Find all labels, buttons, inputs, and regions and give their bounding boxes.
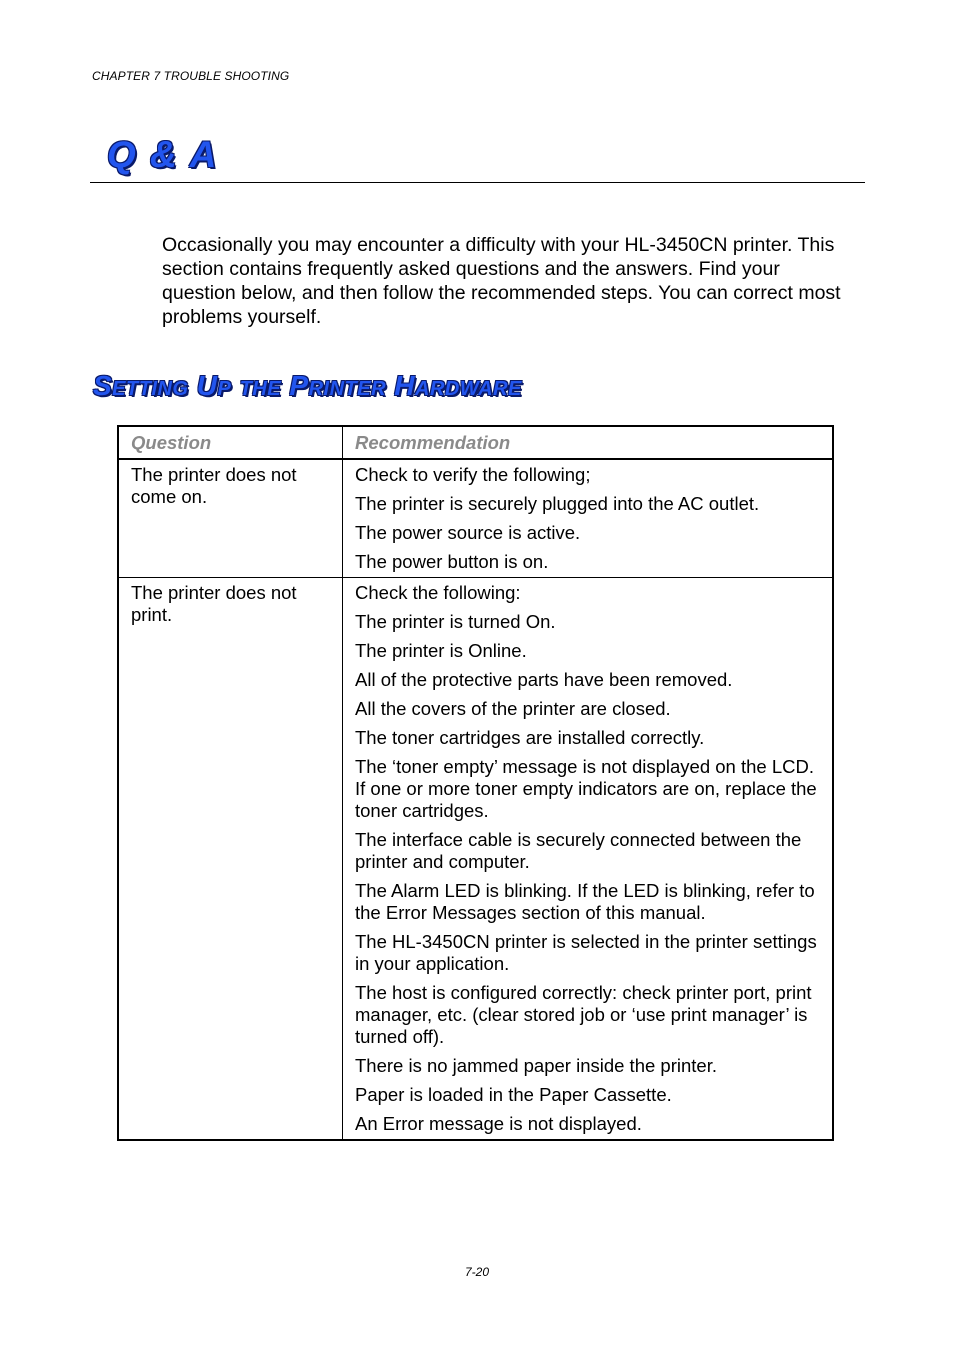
title-divider — [90, 182, 865, 183]
recommendation-item: The ‘toner empty’ message is not displayed on the LCD. If one or more toner empty indicators are on, replace the toner cartridges. — [355, 756, 817, 821]
recommendation-item: The printer is turned On. — [355, 611, 556, 632]
recommendation-item: There is no jammed paper inside the printer. — [355, 1055, 717, 1076]
section-title-text: Setting Up the Printer Hardware — [93, 370, 522, 401]
table-row — [118, 459, 833, 578]
table-header-row — [118, 426, 833, 459]
recommendation-item: The toner cartridges are installed correctly. — [355, 727, 705, 748]
recommendation-item: The HL-3450CN printer is selected in the printer settings in your application. — [355, 931, 817, 974]
recommendation-item: Check to verify the following; — [355, 464, 591, 485]
recommendation-item: The interface cable is securely connected between the printer and computer. — [355, 829, 802, 872]
recommendation-item: The Alarm LED is blinking. If the LED is blinking, refer to the Error Messages section of this manual. — [355, 880, 815, 923]
recommendation-cell — [343, 578, 834, 1141]
column-header-recommendation: Recommendation — [343, 426, 834, 459]
section-title — [93, 370, 522, 402]
recommendation-item: The host is configured correctly: check printer port, print manager, etc. (clear stored job or ‘use print manager’ is turned off). — [355, 982, 812, 1047]
recommendation-item: An Error message is not displayed. — [355, 1113, 642, 1134]
recommendation-item: The printer is Online. — [355, 640, 527, 661]
recommendation-cell — [343, 459, 834, 578]
intro-paragraph: Occasionally you may encounter a difficulty with your HL-3450CN printer. This section contains frequently asked questions and the answers. Find your question below, and then follow the recommended steps. You can correct most problems yourself. — [162, 234, 841, 328]
recommendation-item: Paper is loaded in the Paper Cassette. — [355, 1084, 672, 1105]
recommendation-item: The power button is on. — [355, 551, 549, 572]
recommendation-item: Check the following: — [355, 582, 521, 603]
page-title: Q & A — [107, 134, 219, 175]
column-header-question: Question — [118, 426, 343, 459]
recommendation-item: All the covers of the printer are closed. — [355, 698, 671, 719]
recommendation-item: All of the protective parts have been removed. — [355, 669, 733, 690]
table-row — [118, 578, 833, 1141]
qa-table — [117, 425, 834, 1141]
question-cell: The printer does not print. — [118, 578, 343, 1141]
recommendation-item: The printer is securely plugged into the AC outlet. — [355, 493, 760, 514]
recommendation-item: The power source is active. — [355, 522, 581, 543]
chapter-header: CHAPTER 7 TROUBLE SHOOTING — [92, 69, 290, 83]
page-number: 7-20 — [464, 1265, 490, 1279]
question-cell: The printer does not come on. — [118, 459, 343, 578]
